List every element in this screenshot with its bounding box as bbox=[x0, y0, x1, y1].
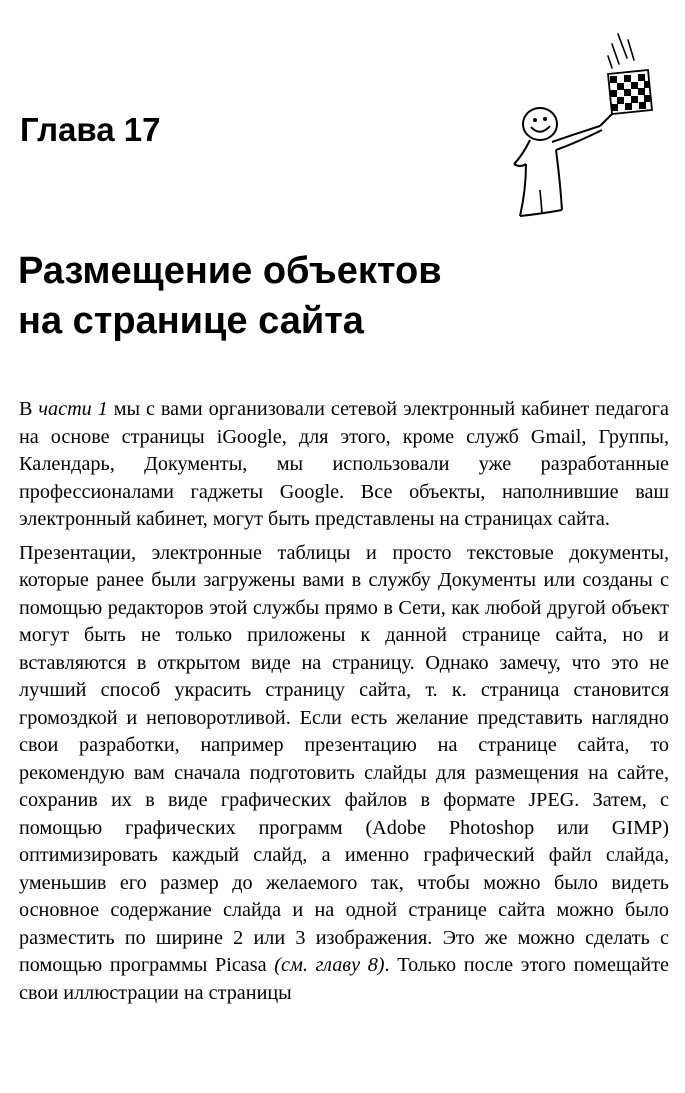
checkered-flag bbox=[600, 70, 652, 126]
chapter-number: Глава 17 bbox=[20, 111, 161, 148]
paragraph-2 bbox=[19, 540, 669, 1008]
stick-figure-illustration bbox=[500, 30, 665, 230]
paragraph-2-text-start: Презентации, электронные таблицы и просто текстовые документы, которые ранее были загружены вами в службу Документы или созданы с помощью редакторов этой службы прямо в Сети, как любой другой объект могут быть не только приложены к данной странице сайта, но и вставляются в открытом виде на страницу. Однако замечу, что это не лучший способ украсить страницу сайта, т. к. страница становится громоздкой и неповоротливой. Если есть желание представить наглядно свои разработки, например презентацию на странице сайта, то рекомендую вам сначала подготовить слайды для размещения на сайте, сохранив их в виде графических файлов в формате JPEG. Затем, с помощью графических программ (Adobe Photoshop или GIMP) оптимизировать каждый слайд, а именно графический файл слайда, уменьшив его размер до желаемого так, чтобы можно было видеть основное содержание слайда и на одной странице сайта можно было разместить по ширине 2 или 3 изображения. Это же можно сделать с помощью программы Picasa bbox=[19, 541, 669, 976]
paragraph-1-text-rest: мы с вами организовали сетевой электронный кабинет педагога на основе страницы iGoogle, для этого, кроме служб Gmail, Группы, Календарь, Документы, мы использовали уже разработанные профессионалами гаджеты Google. Все объекты, наполнившие ваш электронный кабинет, могут быть представлены на страницах сайта. bbox=[19, 398, 669, 530]
paragraph-1 bbox=[19, 396, 669, 534]
chapter-title-line-1: Размещение объектов bbox=[18, 250, 442, 292]
chapter-reference: (см. главу 8) bbox=[274, 954, 385, 976]
part-reference: части 1 bbox=[38, 398, 108, 420]
chapter-title-line-2: на странице сайта bbox=[18, 300, 364, 342]
chapter-title bbox=[18, 246, 658, 346]
body-text bbox=[19, 396, 669, 1013]
paragraph-2-text-end: . Только после этого помещайте свои иллюстрации на страницы bbox=[19, 954, 670, 1004]
paragraph-1-text-start: В bbox=[19, 398, 39, 420]
